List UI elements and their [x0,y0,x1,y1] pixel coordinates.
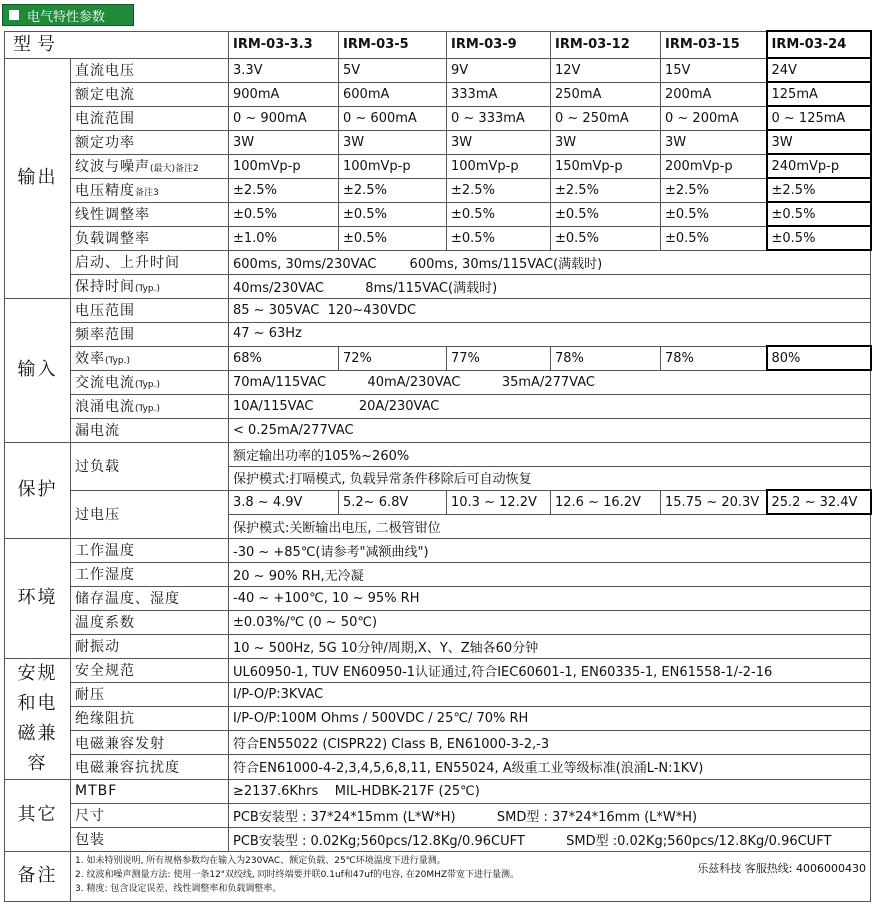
row-label [71,202,229,226]
value-cell: ±0.5% [551,226,661,250]
label-note: 备注3 [135,188,159,198]
label-text: 电压精度 [75,183,135,199]
row-label [71,538,229,562]
value-cell: 3W [551,130,661,154]
row-label [71,586,229,610]
ovp-cell: 10.3 ~ 12.2V [447,490,551,514]
remarks-cell [71,851,871,901]
label-text: 启动、上升时间 [75,255,180,271]
label-text: 过电压 [75,507,120,523]
label-note: (最大)备注2 [150,164,199,174]
value-cell: 3W [661,130,767,154]
value-cell: 3W [229,130,339,154]
efficiency-cell: 80% [767,346,871,370]
label-text: 绝缘阻抗 [75,711,135,728]
label-text: 直流电压 [75,63,135,79]
row-label [71,298,229,322]
row-label [71,370,229,394]
table-row [5,106,871,130]
freq-value: 47 ~ 63Hz [229,322,871,346]
table-row [5,370,871,394]
value-cell: 3W [339,130,447,154]
table-row [5,154,871,178]
section-safety: 安规和电磁兼容 [5,658,71,779]
header-title: 电气特性参数 [27,9,106,25]
value-cell: ±0.5% [767,226,871,250]
ovp-cell: 25.2 ~ 32.4V [767,490,871,514]
table-row [5,731,871,755]
label-text: 电磁兼容抗扰度 [75,759,180,776]
label-text: 额定电流 [75,87,135,103]
label-text: 负载调整率 [75,231,150,247]
table-row [5,58,871,82]
table-row [5,490,871,514]
table-row [5,226,871,250]
value-cell: 240mVp-p [767,154,871,178]
value-cell: ±0.5% [339,226,447,250]
safety-value: 符合EN61000-4-2,3,4,5,6,8,11, EN55024, A级重工业等级标准(浪涌L-N:1KV) [229,755,871,779]
table-row [5,562,871,586]
value-cell: 100mVp-p [447,154,551,178]
value-cell: ±0.5% [661,202,767,226]
section-environment: 环境 [5,538,71,658]
value-cell: 0 ~ 250mA [551,106,661,130]
label-text: 储存温度、湿度 [75,591,180,607]
value-cell: ±0.5% [339,202,447,226]
model-name: IRM-03-3.3 [229,31,339,58]
label-text: 效率 [75,351,105,367]
label-text: 耐压 [75,687,105,704]
table-row [5,130,871,154]
table-row [5,803,871,827]
remark-line: 1. 如未特别说明, 所有规格参数均在输入为230VAC、额定负载、25℃环境温度下进行量测。 [75,855,446,866]
startup-value: 600ms, 30ms/230VAC 600ms, 30ms/115VAC(满载时) [229,250,871,274]
value-cell: 600mA [339,82,447,106]
value-cell: 12V [551,58,661,82]
table-row [5,346,871,370]
label-text: 线性调整率 [75,207,150,223]
efficiency-cell: 78% [551,346,661,370]
value-cell: 3.3V [229,58,339,82]
row-label [71,418,229,442]
ovp-cell: 3.8 ~ 4.9V [229,490,339,514]
row-label [71,178,229,202]
value-cell: ±0.5% [551,202,661,226]
table-row [5,418,871,442]
value-cell: ±1.0% [229,226,339,250]
row-label [71,827,229,851]
table-row [5,82,871,106]
table-row [5,322,871,346]
table-row [5,851,871,901]
section-remarks: 备注 [5,851,71,901]
value-cell: 0 ~ 600mA [339,106,447,130]
table-row [5,779,871,803]
inrush-value: 10A/115VAC 20A/230VAC [229,394,871,418]
size-value: PCB安装型 : 37*24*15mm (L*W*H) SMD型 : 37*24*16mm (L*W*H) [229,803,871,827]
square-icon [9,10,19,20]
section-protection: 保护 [5,442,71,538]
table-row [5,274,871,298]
row-label [71,779,229,803]
row-label [71,106,229,130]
model-name: IRM-03-12 [551,31,661,58]
value-cell: ±2.5% [551,178,661,202]
table-row [5,682,871,706]
table-row [5,178,871,202]
overload-line1: 额定输出功率的105%~260% [229,442,871,466]
row-label [71,731,229,755]
package-value: PCB安装型 : 0.02Kg;560pcs/12.8Kg/0.96CUFT SMD型 :0.02Kg;560pcs/12.8Kg/0.96CUFT [229,827,871,851]
label-text: 温度系数 [75,615,135,631]
leakage-value: < 0.25mA/277VAC [229,418,871,442]
table-row [5,394,871,418]
safety-value: 符合EN55022 (CISPR22) Class B, EN61000-3-2,-3 [229,731,871,755]
value-cell: 125mA [767,82,871,106]
value-cell: 15V [661,58,767,82]
spec-table [4,30,872,902]
value-cell: 3W [767,130,871,154]
value-cell: ±0.5% [447,202,551,226]
hold-value: 40ms/230VAC 8ms/115VAC(满载时) [229,274,871,298]
env-value: 20 ~ 90% RH,无冷凝 [229,562,871,586]
row-label [71,706,229,730]
value-cell: 0 ~ 125mA [767,106,871,130]
ovp-mode: 保护模式:关断输出电压, 二极管钳位 [229,514,871,538]
table-row [5,586,871,610]
table-row [5,755,871,779]
safety-value: UL60950-1, TUV EN60950-1认证通过,符合IEC60601-1, EN60335-1, EN61558-1/-2-16 [229,658,871,682]
value-cell: ±2.5% [339,178,447,202]
ac-current-value: 70mA/115VAC 40mA/230VAC 35mA/277VAC [229,370,871,394]
row-label [71,58,229,82]
safety-value: I/P-O/P:100M Ohms / 500VDC / 25℃/ 70% RH [229,706,871,730]
value-cell: 250mA [551,82,661,106]
model-name: IRM-03-9 [447,31,551,58]
model-name: IRM-03-15 [661,31,767,58]
value-cell: 200mA [661,82,767,106]
section-others: 其它 [5,779,71,851]
safety-value: I/P-O/P:3KVAC [229,682,871,706]
label-note: (Typ.) [105,356,131,366]
mtbf-value: ≥2137.6Khrs MIL-HDBK-217F (25℃) [229,779,871,803]
value-cell: ±2.5% [661,178,767,202]
efficiency-cell: 68% [229,346,339,370]
table-row [5,250,871,274]
value-cell: ±0.5% [229,202,339,226]
row-label [71,250,229,274]
label-text: 纹波与噪声 [75,159,150,175]
model-name: IRM-03-24 [767,31,871,58]
label-text: 浪涌电流 [75,399,135,415]
efficiency-cell: 78% [661,346,767,370]
value-cell: 3W [447,130,551,154]
voltage-value: 85 ~ 305VAC 120~430VDC [229,298,871,322]
row-label [71,803,229,827]
table-row [5,538,871,562]
value-cell: ±0.5% [661,226,767,250]
hotline: 乐兹科技 客服热线: 4006000430 [697,861,866,875]
overload-line2: 保护模式:打嗝模式, 负载异常条件移除后可自动恢复 [229,466,871,490]
value-cell: 5V [339,58,447,82]
table-row [5,634,871,658]
label-note: (Typ.) [135,380,161,390]
row-label [71,130,229,154]
table-row [5,706,871,730]
label-text: 安全规范 [75,663,135,680]
row-label [71,82,229,106]
ovp-cell: 15.75 ~ 20.3V [661,490,767,514]
value-cell: ±0.5% [447,226,551,250]
value-cell: 9V [447,58,551,82]
label-note: (Typ.) [135,404,161,414]
value-cell: ±2.5% [767,178,871,202]
label-text: 额定功率 [75,135,135,151]
label-text: 过负载 [75,459,120,475]
label-text: 工作温度 [75,543,135,559]
row-label [71,658,229,682]
row-label [71,490,229,538]
ovp-cell: 12.6 ~ 16.2V [551,490,661,514]
model-name: IRM-03-5 [339,31,447,58]
label-note: (Typ.) [135,284,161,294]
table-row [5,442,871,466]
table-row [5,658,871,682]
row-label [71,682,229,706]
row-label [71,610,229,634]
label-text: 漏电流 [75,423,120,439]
value-cell: ±2.5% [229,178,339,202]
value-cell: 0 ~ 333mA [447,106,551,130]
label-text: 保持时间 [75,279,135,295]
env-value: ±0.03%/℃ (0 ~ 50℃) [229,610,871,634]
label-text: 交流电流 [75,375,135,391]
value-cell: 24V [767,58,871,82]
row-label [71,346,229,370]
row-label [71,394,229,418]
ovp-cell: 5.2~ 6.8V [339,490,447,514]
row-label [71,154,229,178]
remark-line: 2. 纹波和噪声测量方法: 使用一条12"双绞线, 同时终端要并联0.1uf和47uf的电容, 在20MHZ带宽下进行量测。 [75,869,520,880]
row-label [71,755,229,779]
value-cell: 0 ~ 900mA [229,106,339,130]
env-value: 10 ~ 500Hz, 5G 10分钟/周期,X、Y、Z轴各60分钟 [229,634,871,658]
remark-line: 3. 精度: 包含设定误差、线性调整率和负载调整率。 [75,883,282,894]
table-row [5,827,871,851]
value-cell: 100mVp-p [229,154,339,178]
value-cell: ±0.5% [767,202,871,226]
table-row [5,31,871,58]
row-label [71,562,229,586]
label-text: 工作湿度 [75,567,135,583]
efficiency-cell: 77% [447,346,551,370]
section-input: 输入 [5,298,71,442]
row-label [71,634,229,658]
model-label: 型号 [5,31,229,58]
value-cell: ±2.5% [447,178,551,202]
table-row [5,610,871,634]
value-cell: 100mVp-p [339,154,447,178]
row-label [71,442,229,490]
section-header [2,4,134,26]
label-text: 包装 [75,832,105,848]
table-row [5,202,871,226]
label-text: 电磁兼容发射 [75,735,165,752]
label-text: 尺寸 [75,808,105,824]
row-label [71,322,229,346]
env-value: -30 ~ +85℃(请参考"减额曲线") [229,538,871,562]
value-cell: 150mVp-p [551,154,661,178]
section-output: 输出 [5,58,71,298]
value-cell: 200mVp-p [661,154,767,178]
value-cell: 0 ~ 200mA [661,106,767,130]
row-label [71,226,229,250]
row-label [71,274,229,298]
value-cell: 900mA [229,82,339,106]
label-text: 耐振动 [75,639,120,655]
value-cell: 333mA [447,82,551,106]
label-text: MTBF [75,783,118,799]
efficiency-cell: 72% [339,346,447,370]
label-text: 电流范围 [75,111,135,127]
label-text: 电压范围 [75,303,135,319]
env-value: -40 ~ +100℃, 10 ~ 95% RH [229,586,871,610]
table-row [5,298,871,322]
label-text: 频率范围 [75,327,135,343]
